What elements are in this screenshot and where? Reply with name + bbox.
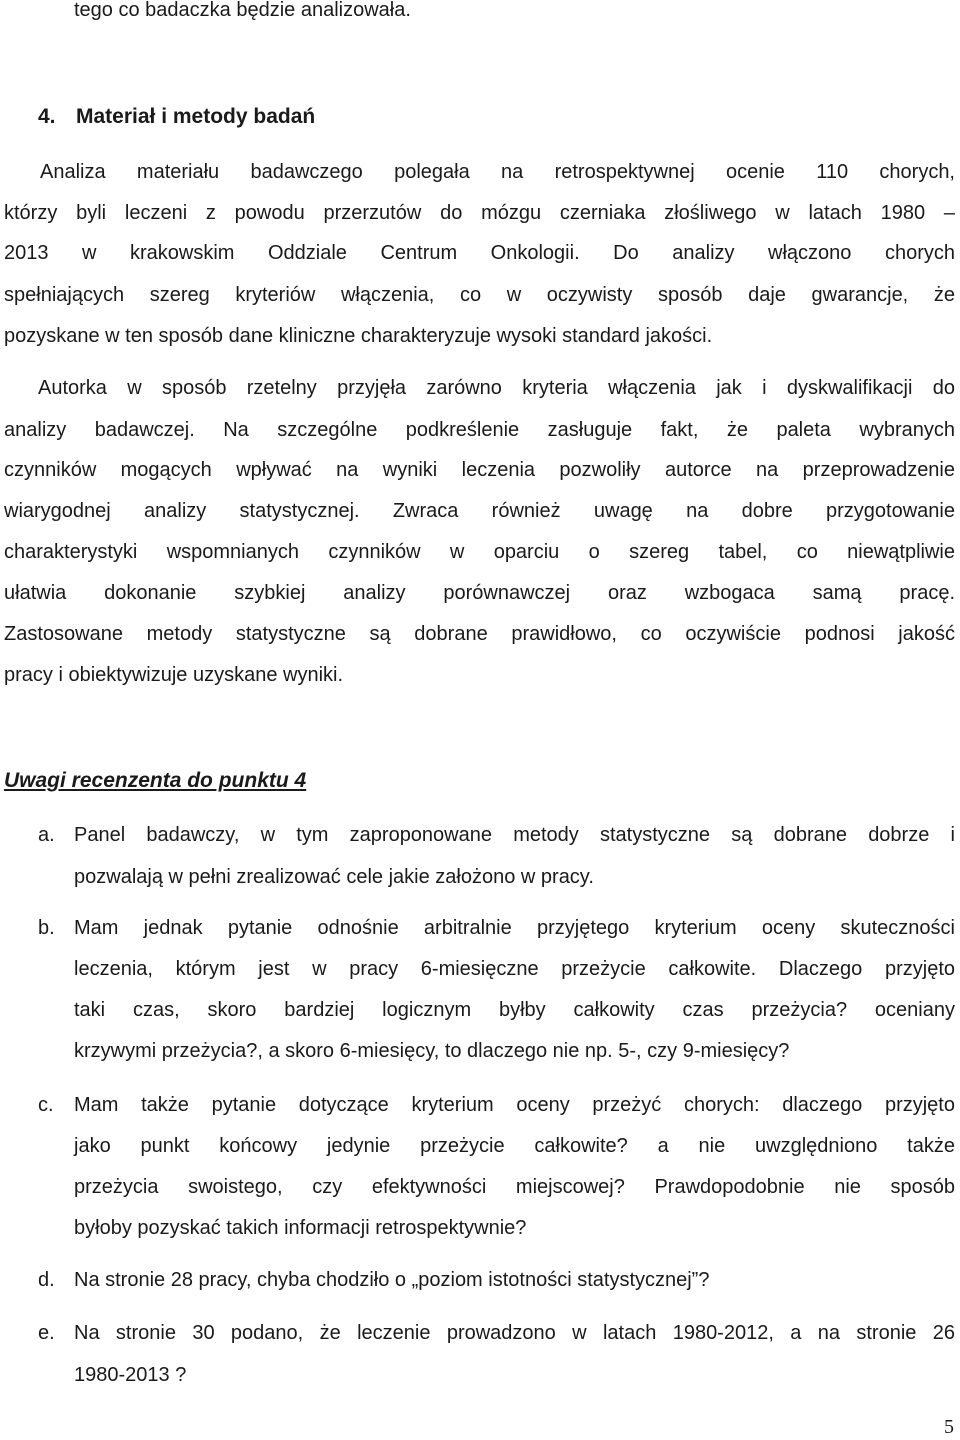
- paragraph-line: czynników mogących wpływać na wyniki leczenia pozwoliły autorce na przeprowadzenie: [4, 459, 955, 481]
- paragraph-line: 2013 w krakowskim Oddziale Centrum Onkologii. Do analizy włączono chorych: [4, 242, 955, 264]
- item-line: Na stronie 30 podano, że leczenie prowadzono w latach 1980-2012, a na stronie 26: [74, 1322, 955, 1344]
- paragraph-line: Analiza materiału badawczego polegała na retrospektywnej ocenie 110 chorych,: [40, 161, 955, 183]
- section-title: Materiał i metody badań: [76, 105, 316, 128]
- item-line: przeżycia swoistego, czy efektywności miejscowej? Prawdopodobnie nie sposób: [74, 1176, 955, 1198]
- paragraph-line: ułatwia dokonanie szybkiej analizy porównawczej oraz wzbogaca samą pracę.: [4, 582, 955, 604]
- section-heading: [38, 104, 315, 130]
- paragraph-line: analizy badawczej. Na szczególne podkreślenie zasługuje fakt, że paleta wybranych: [4, 419, 955, 441]
- paragraph-line: wiarygodnej analizy statystycznej. Zwraca również uwagę na dobre przygotowanie: [4, 500, 955, 522]
- item-letter: e.: [38, 1322, 55, 1344]
- item-line: Mam także pytanie dotyczące kryterium oceny przeżyć chorych: dlaczego przyjęto: [74, 1094, 955, 1116]
- item-line: taki czas, skoro bardziej logicznym byłby całkowity czas przeżycia? oceniany: [74, 999, 955, 1021]
- paragraph-line: którzy byli leczeni z powodu przerzutów do mózgu czerniaka złośliwego w latach 1980 –: [4, 202, 955, 224]
- top-fragment-text: tego co badaczka będzie analizowała.: [74, 0, 411, 21]
- item-line: pozwalają w pełni zrealizować cele jakie założono w pracy.: [74, 866, 594, 888]
- paragraph-line: pracy i obiektywizuje uzyskane wyniki.: [4, 664, 344, 686]
- item-letter: b.: [38, 917, 55, 939]
- page-number: 5: [944, 1416, 954, 1438]
- item-letter: c.: [38, 1094, 54, 1116]
- item-line: krzywymi przeżycia?, a skoro 6-miesięcy, to dlaczego nie np. 5-, czy 9-miesięcy?: [74, 1040, 790, 1062]
- item-line: byłoby pozyskać takich informacji retrospektywnie?: [74, 1217, 527, 1239]
- item-letter: a.: [38, 824, 55, 846]
- remarks-title: Uwagi recenzenta do punktu 4: [4, 769, 307, 792]
- item-line: jako punkt końcowy jedynie przeżycie całkowite? a nie uwzględniono także: [74, 1135, 955, 1157]
- item-line: Mam jednak pytanie odnośnie arbitralnie przyjętego kryterium oceny skuteczności: [74, 917, 955, 939]
- paragraph-line: Zastosowane metody statystyczne są dobrane prawidłowo, co oczywiście podnosi jakość: [4, 623, 955, 645]
- item-line: 1980-2013 ?: [74, 1364, 187, 1386]
- item-line: Panel badawczy, w tym zaproponowane metody statystyczne są dobrane dobrze i: [74, 824, 955, 846]
- item-line: leczenia, którym jest w pracy 6-miesięczne przeżycie całkowite. Dlaczego przyjęto: [74, 958, 955, 980]
- section-number: 4.: [38, 105, 56, 128]
- paragraph-line: pozyskane w ten sposób dane kliniczne charakteryzuje wysoki standard jakości.: [4, 325, 713, 347]
- item-letter: d.: [38, 1269, 55, 1291]
- paragraph-line: spełniających szereg kryteriów włączenia, co w oczywisty sposób daje gwarancje, że: [4, 284, 955, 306]
- item-line: Na stronie 28 pracy, chyba chodziło o „poziom istotności statystycznej”?: [74, 1269, 710, 1291]
- paragraph-line: Autorka w sposób rzetelny przyjęła zarówno kryteria włączenia jak i dyskwalifikacji do: [38, 377, 955, 399]
- paragraph-line: charakterystyki wspomnianych czynników w oparciu o szereg tabel, co niewątpliwie: [4, 541, 955, 563]
